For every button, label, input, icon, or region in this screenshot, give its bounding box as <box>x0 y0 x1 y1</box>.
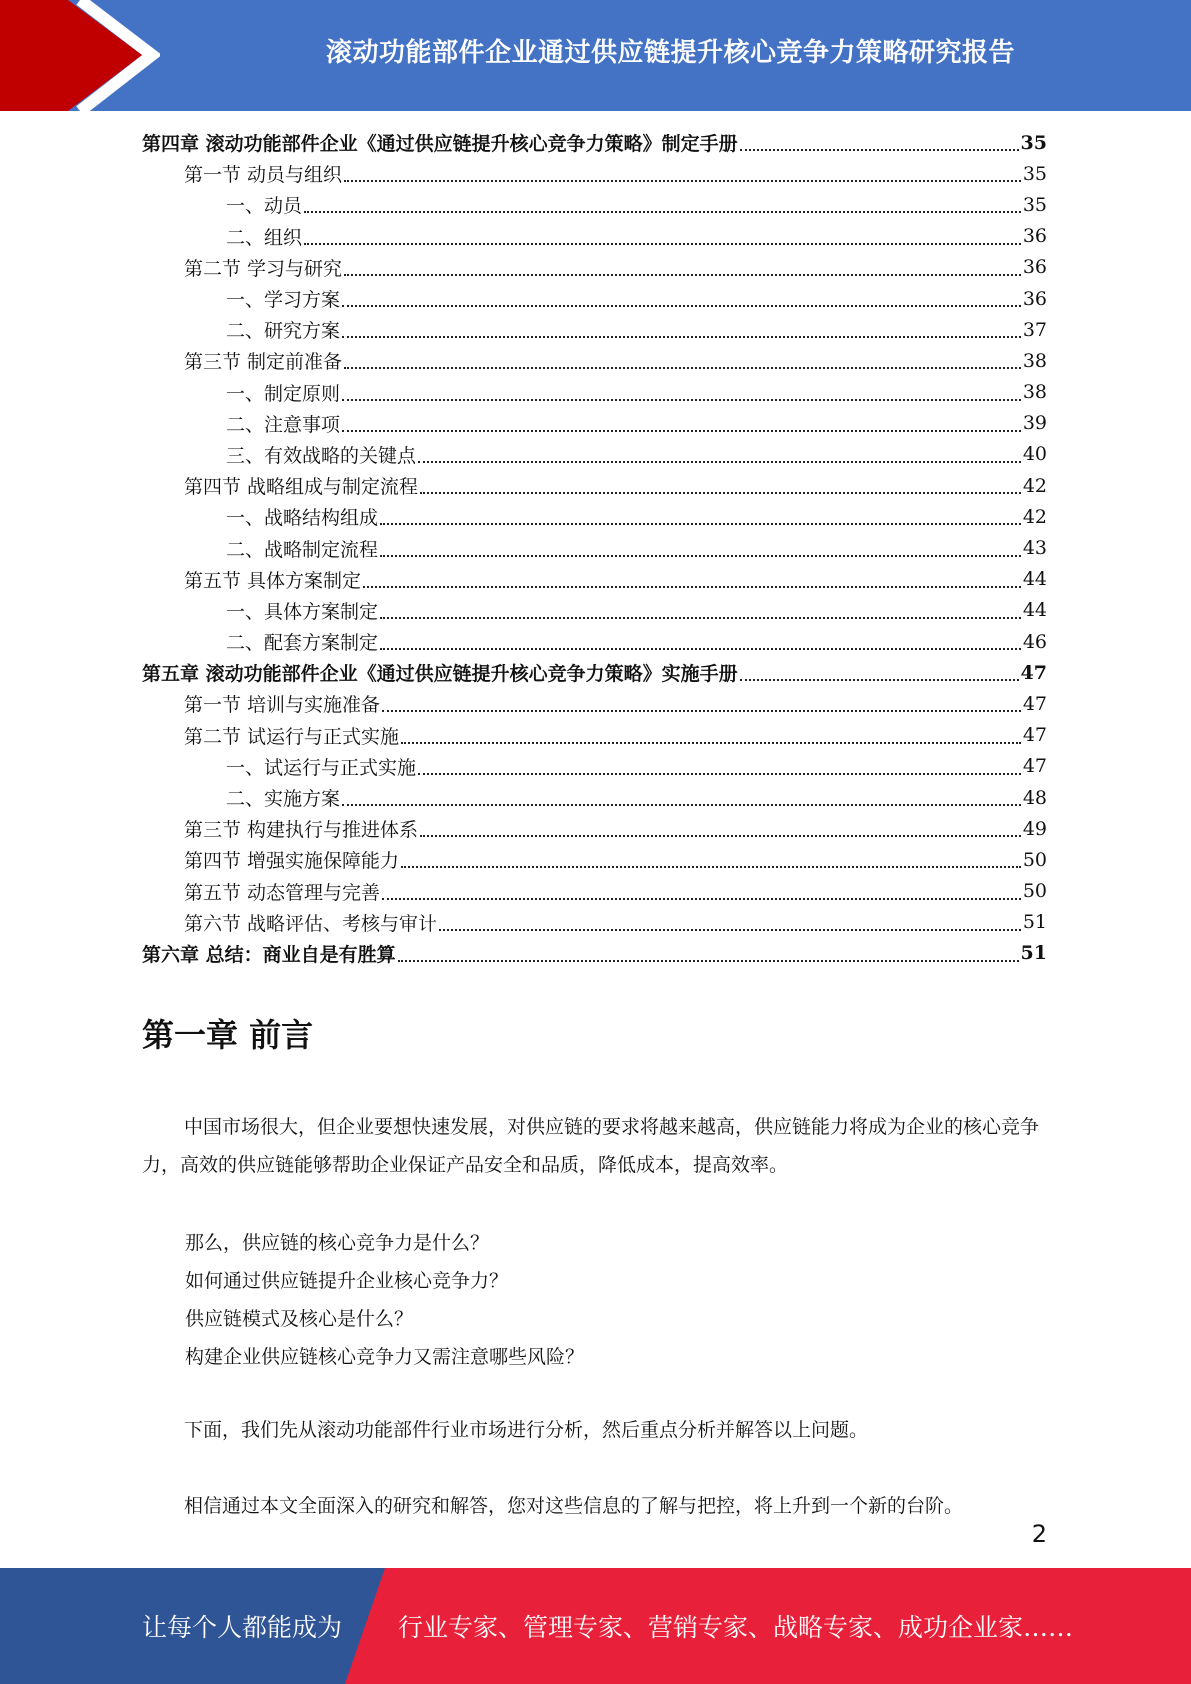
toc-entry-label: 第二节 学习与研究 <box>184 257 343 280</box>
toc-dot-leader <box>304 242 1021 245</box>
toc-entry-label: 第三节 构建执行与推进体系 <box>184 819 419 842</box>
question-item: 供应链模式及核心是什么？ <box>185 1308 414 1330</box>
toc-entry-label: 一、战略结构组成 <box>226 507 379 530</box>
toc-entry-page: 42 <box>1022 474 1047 497</box>
footer-slogan-right: 行业专家、管理专家、营销专家、战略专家、成功企业家…… <box>398 1613 1074 1642</box>
toc-entry-page: 50 <box>1022 848 1047 871</box>
toc-entry[interactable] <box>142 252 1047 283</box>
toc-entry-label: 第五章 滚动功能部件企业《通过供应链提升核心竞争力策略》实施手册 <box>142 663 738 686</box>
toc-entry-page: 38 <box>1022 381 1047 404</box>
question-item: 如何通过供应链提升企业核心竞争力？ <box>185 1270 509 1292</box>
toc-entry[interactable] <box>142 221 1047 252</box>
toc-entry[interactable] <box>142 501 1047 532</box>
toc-entry-label: 二、组织 <box>226 226 303 249</box>
toc-dot-leader <box>380 647 1021 650</box>
toc-entry-label: 第六节 战略评估、考核与审计 <box>184 912 438 935</box>
toc-entry[interactable] <box>142 626 1047 657</box>
toc-entry[interactable] <box>142 283 1047 314</box>
toc-entry-label: 二、战略制定流程 <box>226 538 379 561</box>
toc-dot-leader <box>380 554 1021 557</box>
toc-entry-label: 三、有效战略的关键点 <box>226 444 417 467</box>
toc-entry[interactable] <box>142 345 1047 376</box>
toc-dot-leader <box>401 865 1021 868</box>
toc-entry-label: 第四节 增强实施保障能力 <box>184 850 400 873</box>
toc-entry-page: 38 <box>1022 349 1047 372</box>
toc-entry-page: 51 <box>1020 942 1047 965</box>
toc-dot-leader <box>342 335 1021 338</box>
toc-dot-leader <box>439 928 1021 931</box>
toc-entry[interactable] <box>142 377 1047 408</box>
toc-dot-leader <box>420 834 1021 837</box>
toc-entry[interactable] <box>142 720 1047 751</box>
toc-entry-label: 一、学习方案 <box>226 289 341 312</box>
toc-dot-leader <box>380 522 1021 525</box>
toc-dot-leader <box>420 491 1021 494</box>
toc-dot-leader <box>740 148 1019 151</box>
footer-slogan-left: 让每个人都能成为 <box>142 1613 343 1642</box>
toc-dot-leader <box>342 803 1021 806</box>
toc-entry[interactable] <box>142 189 1047 220</box>
toc-dot-leader <box>380 616 1021 619</box>
toc-entry[interactable] <box>142 657 1047 688</box>
toc-entry-page: 44 <box>1022 599 1047 622</box>
question-item: 那么，供应链的核心竞争力是什么？ <box>185 1232 490 1254</box>
toc-entry[interactable] <box>142 532 1047 563</box>
report-title: 滚动功能部件企业通过供应链提升核心竞争力策略研究报告 <box>325 37 1015 68</box>
question-item: 构建企业供应链核心竞争力又需注意哪些风险？ <box>185 1346 585 1368</box>
toc-entry-label: 一、具体方案制定 <box>226 600 379 623</box>
toc-entry-page: 47 <box>1020 661 1047 684</box>
page-number: 2 <box>1031 1520 1047 1548</box>
toc-entry-page: 36 <box>1022 256 1047 279</box>
toc-entry[interactable] <box>142 127 1047 158</box>
toc-entry-page: 47 <box>1022 692 1047 715</box>
toc-entry-page: 35 <box>1020 131 1047 154</box>
toc-entry-label: 第一节 培训与实施准备 <box>184 694 381 717</box>
toc-entry[interactable] <box>142 158 1047 189</box>
toc-entry-page: 35 <box>1022 162 1047 185</box>
toc-entry-label: 二、配套方案制定 <box>226 632 379 655</box>
header-chevron-decoration <box>0 0 160 111</box>
toc-entry[interactable] <box>142 439 1047 470</box>
toc-dot-leader <box>344 273 1021 276</box>
chapter-title: 第一章 前言 <box>142 1016 314 1054</box>
toc-entry-page: 47 <box>1022 724 1047 747</box>
toc-dot-leader <box>342 304 1021 307</box>
toc-dot-leader <box>418 460 1021 463</box>
intro-paragraph: 中国市场很大，但企业要想快速发展，对供应链的要求将越来越高，供应链能力将成为企业的核心竞争力，高效的供应链能够帮助企业保证产品安全和品质，降低成本，提高效率。 <box>142 1116 1040 1176</box>
toc-entry-label: 第二节 试运行与正式实施 <box>184 725 400 748</box>
toc-entry-page: 37 <box>1022 318 1047 341</box>
toc-entry-page: 47 <box>1022 755 1047 778</box>
toc-dot-leader <box>304 210 1021 213</box>
toc-dot-leader <box>363 585 1021 588</box>
toc-entry[interactable] <box>142 595 1047 626</box>
footer-banner <box>0 1568 1191 1684</box>
toc-dot-leader <box>740 678 1019 681</box>
toc-entry-label: 二、研究方案 <box>226 320 341 343</box>
closing-paragraph: 相信通过本文全面深入的研究和解答，您对这些信息的了解与把控，将上升到一个新的台阶。 <box>184 1495 964 1517</box>
toc-entry-page: 39 <box>1022 412 1047 435</box>
toc-entry-label: 第五节 动态管理与完善 <box>184 881 381 904</box>
toc-dot-leader <box>344 366 1021 369</box>
toc-dot-leader <box>342 429 1021 432</box>
toc-entry-page: 42 <box>1022 505 1047 528</box>
toc-entry-page: 51 <box>1022 911 1047 934</box>
toc-entry-page: 36 <box>1022 287 1047 310</box>
toc-entry[interactable] <box>142 907 1047 938</box>
toc-entry-label: 第六章 总结：商业自是有胜算 <box>142 943 396 966</box>
toc-entry-label: 二、注意事项 <box>226 413 341 436</box>
toc-entry[interactable] <box>142 564 1047 595</box>
toc-entry-page: 35 <box>1022 193 1047 216</box>
toc-entry-label: 第三节 制定前准备 <box>184 351 343 374</box>
toc-entry[interactable] <box>142 782 1047 813</box>
toc-dot-leader <box>342 398 1021 401</box>
toc-entry-page: 46 <box>1022 630 1047 653</box>
toc-entry-label: 一、制定原则 <box>226 382 341 405</box>
toc-entry-label: 第五节 具体方案制定 <box>184 569 362 592</box>
toc-entry-label: 第四章 滚动功能部件企业《通过供应链提升核心竞争力策略》制定手册 <box>142 133 738 156</box>
toc-entry[interactable] <box>142 876 1047 907</box>
toc-entry-page: 36 <box>1022 225 1047 248</box>
toc-entry-page: 48 <box>1022 786 1047 809</box>
toc-entry[interactable] <box>142 813 1047 844</box>
toc-dot-leader <box>344 179 1021 182</box>
toc-entry-page: 40 <box>1022 443 1047 466</box>
toc-entry[interactable] <box>142 408 1047 439</box>
header-banner <box>0 0 1191 111</box>
table-of-contents <box>142 127 1047 969</box>
toc-entry-page: 43 <box>1022 537 1047 560</box>
toc-entry-page: 44 <box>1022 568 1047 591</box>
toc-entry-label: 第四节 战略组成与制定流程 <box>184 476 419 499</box>
toc-dot-leader <box>382 897 1021 900</box>
toc-entry-label: 二、实施方案 <box>226 788 341 811</box>
toc-entry[interactable] <box>142 751 1047 782</box>
toc-entry-label: 第一节 动员与组织 <box>184 164 343 187</box>
toc-entry[interactable] <box>142 844 1047 875</box>
toc-entry-label: 一、试运行与正式实施 <box>226 756 417 779</box>
toc-entry[interactable] <box>142 938 1047 969</box>
toc-entry[interactable] <box>142 688 1047 719</box>
toc-dot-leader <box>401 741 1021 744</box>
toc-entry[interactable] <box>142 314 1047 345</box>
toc-entry[interactable] <box>142 470 1047 501</box>
toc-entry-page: 49 <box>1022 817 1047 840</box>
toc-dot-leader <box>418 772 1021 775</box>
toc-entry-page: 50 <box>1022 880 1047 903</box>
toc-dot-leader <box>398 959 1019 962</box>
toc-dot-leader <box>382 709 1021 712</box>
analysis-paragraph: 下面，我们先从滚动功能部件行业市场进行分析，然后重点分析并解答以上问题。 <box>184 1419 869 1441</box>
toc-entry-label: 一、动员 <box>226 195 303 218</box>
